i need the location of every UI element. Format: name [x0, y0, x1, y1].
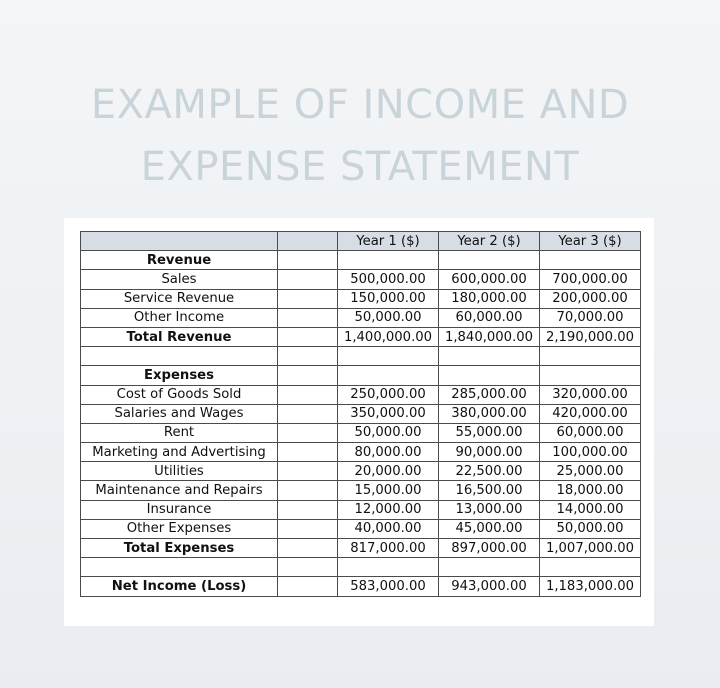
- blank-cell: [81, 558, 278, 577]
- row-label: Insurance: [81, 500, 278, 519]
- row-label: Rent: [81, 423, 278, 442]
- year-1-value: 40,000.00: [338, 519, 439, 538]
- blank-cell: [278, 539, 338, 558]
- year-2-value: 13,000.00: [439, 500, 540, 519]
- blank-cell: [540, 251, 641, 270]
- table-row: [81, 481, 641, 500]
- year-1-value: 12,000.00: [338, 500, 439, 519]
- blank-cell: [338, 366, 439, 385]
- year-1-value: 350,000.00: [338, 404, 439, 423]
- table-row: [81, 385, 641, 404]
- total-expenses-year-2: 897,000.00: [439, 539, 540, 558]
- year-3-value: 14,000.00: [540, 500, 641, 519]
- blank-cell: [338, 347, 439, 366]
- blank-cell: [278, 404, 338, 423]
- blank-cell: [439, 347, 540, 366]
- title-line-1: EXAMPLE OF INCOME AND: [90, 82, 630, 128]
- blank-cell: [278, 423, 338, 442]
- blank-cell: [278, 558, 338, 577]
- row-label: Cost of Goods Sold: [81, 385, 278, 404]
- blank-cell: [278, 519, 338, 538]
- title-line-2: EXPENSE STATEMENT: [140, 144, 580, 190]
- total-expenses-year-3: 1,007,000.00: [540, 539, 641, 558]
- year-2-value: 16,500.00: [439, 481, 540, 500]
- header-year-2: Year 2 ($): [439, 232, 540, 251]
- year-2-value: 60,000.00: [439, 308, 540, 327]
- blank-cell: [278, 385, 338, 404]
- table-row: [81, 308, 641, 327]
- year-2-value: 22,500.00: [439, 462, 540, 481]
- year-2-value: 55,000.00: [439, 423, 540, 442]
- blank-cell: [278, 481, 338, 500]
- row-label: Salaries and Wages: [81, 404, 278, 423]
- year-3-value: 18,000.00: [540, 481, 641, 500]
- blank-cell: [278, 270, 338, 289]
- total-expenses-year-1: 817,000.00: [338, 539, 439, 558]
- table-row: [81, 270, 641, 289]
- year-1-value: 15,000.00: [338, 481, 439, 500]
- table-row: [81, 404, 641, 423]
- year-3-value: 100,000.00: [540, 443, 641, 462]
- row-label: Other Income: [81, 308, 278, 327]
- table-row: [81, 500, 641, 519]
- year-2-value: 285,000.00: [439, 385, 540, 404]
- year-2-value: 45,000.00: [439, 519, 540, 538]
- blank-cell: [278, 577, 338, 596]
- blank-cell: [278, 500, 338, 519]
- blank-cell: [540, 366, 641, 385]
- year-2-value: 600,000.00: [439, 270, 540, 289]
- blank-cell: [278, 462, 338, 481]
- year-3-value: 70,000.00: [540, 308, 641, 327]
- net-income-label: Net Income (Loss): [81, 577, 278, 596]
- section-heading-row: [81, 251, 641, 270]
- row-label: Marketing and Advertising: [81, 443, 278, 462]
- spacer-row: [81, 558, 641, 577]
- total-revenue-year-3: 2,190,000.00: [540, 327, 641, 346]
- year-1-value: 150,000.00: [338, 289, 439, 308]
- year-3-value: 420,000.00: [540, 404, 641, 423]
- year-3-value: 320,000.00: [540, 385, 641, 404]
- header-year-1: Year 1 ($): [338, 232, 439, 251]
- section-heading-row: [81, 366, 641, 385]
- year-2-value: 380,000.00: [439, 404, 540, 423]
- year-1-value: 50,000.00: [338, 423, 439, 442]
- total-revenue-year-2: 1,840,000.00: [439, 327, 540, 346]
- total-row: [81, 539, 641, 558]
- year-1-value: 80,000.00: [338, 443, 439, 462]
- blank-cell: [439, 251, 540, 270]
- table-row: [81, 462, 641, 481]
- header-year-3: Year 3 ($): [540, 232, 641, 251]
- spacer-row: [81, 347, 641, 366]
- row-label: Maintenance and Repairs: [81, 481, 278, 500]
- header-row: [81, 232, 641, 251]
- year-3-value: 200,000.00: [540, 289, 641, 308]
- net-income-row: [81, 577, 641, 596]
- blank-cell: [338, 251, 439, 270]
- year-1-value: 250,000.00: [338, 385, 439, 404]
- blank-cell: [540, 347, 641, 366]
- revenue-heading: Revenue: [81, 251, 278, 270]
- blank-cell: [278, 308, 338, 327]
- blank-cell: [540, 558, 641, 577]
- year-3-value: 50,000.00: [540, 519, 641, 538]
- blank-cell: [81, 347, 278, 366]
- document-title: [0, 74, 720, 198]
- year-2-value: 180,000.00: [439, 289, 540, 308]
- blank-cell: [278, 289, 338, 308]
- year-1-value: 50,000.00: [338, 308, 439, 327]
- row-label: Service Revenue: [81, 289, 278, 308]
- header-blank-cell: [278, 232, 338, 251]
- year-1-value: 20,000.00: [338, 462, 439, 481]
- total-revenue-label: Total Revenue: [81, 327, 278, 346]
- year-3-value: 700,000.00: [540, 270, 641, 289]
- table-row: [81, 443, 641, 462]
- total-row: [81, 327, 641, 346]
- blank-cell: [278, 327, 338, 346]
- blank-cell: [338, 558, 439, 577]
- row-label: Other Expenses: [81, 519, 278, 538]
- expenses-heading: Expenses: [81, 366, 278, 385]
- table-row: [81, 289, 641, 308]
- year-3-value: 25,000.00: [540, 462, 641, 481]
- blank-cell: [278, 443, 338, 462]
- table-row: [81, 423, 641, 442]
- table-row: [81, 519, 641, 538]
- year-1-value: 500,000.00: [338, 270, 439, 289]
- total-revenue-year-1: 1,400,000.00: [338, 327, 439, 346]
- blank-cell: [278, 251, 338, 270]
- year-3-value: 60,000.00: [540, 423, 641, 442]
- income-expense-table: [80, 231, 641, 597]
- row-label: Sales: [81, 270, 278, 289]
- blank-cell: [439, 558, 540, 577]
- total-expenses-label: Total Expenses: [81, 539, 278, 558]
- year-2-value: 90,000.00: [439, 443, 540, 462]
- net-income-year-1: 583,000.00: [338, 577, 439, 596]
- blank-cell: [278, 366, 338, 385]
- blank-cell: [439, 366, 540, 385]
- net-income-year-3: 1,183,000.00: [540, 577, 641, 596]
- blank-cell: [278, 347, 338, 366]
- net-income-year-2: 943,000.00: [439, 577, 540, 596]
- row-label: Utilities: [81, 462, 278, 481]
- header-blank-cell: [81, 232, 278, 251]
